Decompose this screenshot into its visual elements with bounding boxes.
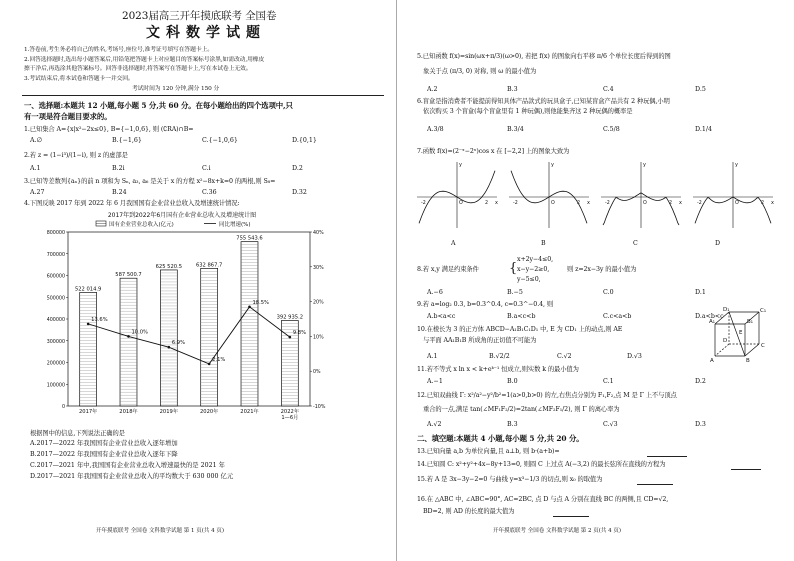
growth-label: 9.8% — [292, 330, 307, 337]
note-3: 3.考试结束后,将本试卷和答题卡一并交回。 — [24, 76, 134, 82]
graph-origin: O — [459, 201, 463, 206]
q8-brace: { — [509, 261, 518, 276]
q10-option-a: A.1 — [427, 353, 438, 360]
revenue-bar — [241, 242, 258, 406]
q4-option-a: A.2017—2022 年我国国有企业营业总收入逐年增加 — [30, 440, 178, 447]
q9-option-c: C.c<a<b — [603, 313, 632, 320]
q10-option-b: B.√2/2 — [489, 353, 510, 360]
q12-option-c: C.√3 — [603, 421, 618, 428]
note-2: 2.回答选择题时,选出每小题答案后,用铅笔把答题卡上对应题目的答案标号涂黑,如需改动,用橡皮 — [24, 57, 265, 63]
exam-page-2 — [397, 0, 794, 561]
note-1: 1.答卷前,考生务必将自己的姓名,考场号,座位号,准考证号填写在答题卡上。 — [24, 47, 213, 53]
q13-blank — [647, 456, 687, 457]
q8-option-b: B.−5 — [507, 289, 523, 296]
page-1-footer: 开年摸底联考 全国卷 文科数学试题 第 1 页(共 4 页) — [96, 528, 225, 534]
y2-tick-label: 10% — [313, 335, 324, 341]
q5-option-d: D.5 — [695, 86, 706, 93]
graph-x-label: x — [495, 200, 498, 206]
y-tick-label: 800000 — [46, 231, 65, 236]
q2-option-c: C.i — [202, 165, 211, 172]
y2-tick-label: 20% — [313, 300, 324, 306]
q8-option-d: D.1 — [695, 289, 706, 296]
graph-x-label: x — [771, 200, 774, 206]
q14-blank — [731, 469, 761, 470]
revenue-bar — [160, 270, 177, 406]
divider — [22, 95, 384, 96]
q7-option-a: A — [451, 240, 456, 247]
q8-constraint-3: y−5≤0, — [517, 276, 541, 283]
legend-bar-label: 国有企业营业总收入(亿元) — [109, 222, 174, 228]
growth-point — [87, 323, 90, 326]
graph-origin: O — [643, 201, 647, 206]
q3-stem: 3.已知等差数列{aₙ}的前 n 项和为 Sₙ, a₃, a₆ 是关于 x 的方程 x²−8x+k=0 的两根,则 S₈= — [24, 178, 276, 185]
growth-line — [88, 307, 290, 364]
q10-stem-1: 10.在棱长为 3 的正方体 ABCD−A₁B₁C₁D₁ 中, E 为 CD₁ 上的动点,则 AE — [417, 326, 623, 333]
q12-option-a: A.√2 — [427, 421, 442, 428]
q8-stem: 8.若 x,y 满足约束条件 — [417, 266, 479, 273]
q8-option-a: A.−6 — [427, 289, 443, 296]
chart-title: 2017年到2022年6月国有企业营业总收入及增速统计图 — [107, 212, 257, 219]
q15-blank — [637, 484, 673, 485]
q16-blank — [553, 516, 589, 517]
q11-option-b: B.0 — [507, 378, 518, 385]
y2-tick-label: 0% — [313, 370, 321, 376]
graph-tick-neg2: -2 — [421, 201, 426, 206]
q8-option-c: C.0 — [603, 289, 614, 296]
category-label: 2019年 — [159, 409, 179, 415]
growth-label: 18.5% — [252, 299, 269, 306]
q12-stem-2: 重合的一点,满足 tan(∠MF₁F₂/2)=2tan(∠MF₂F₁/2), 则 Γ 的离心率为 — [423, 406, 620, 413]
cube-figure — [709, 306, 769, 364]
exam-subject: 文科数学试题 — [146, 25, 266, 41]
exam-title: 2023届高三开年摸底联考 全国卷 — [122, 10, 277, 22]
q6-option-c: C.5/8 — [603, 126, 620, 133]
revenue-label: 632 867.7 — [195, 262, 223, 269]
growth-point — [208, 363, 211, 366]
note-2b: 擦干净后,再选涂其他答案标号。回答非选择题时,将答案写在答题卡上,写在本试卷上无效。 — [24, 66, 252, 72]
growth-point — [127, 335, 130, 338]
q7-option-b: B — [541, 240, 546, 247]
q2-stem: 2.若 z = (1−i³)/(1−i), 则 z 的虚部是 — [24, 152, 128, 159]
q4-stem: 4.下图反映 2017 年到 2022 年 6 月我国国有企业营业总收入及增速统计情况: — [24, 200, 240, 207]
graph-tick-2: 2 — [485, 201, 489, 206]
graph-tick-2: 2 — [669, 201, 673, 206]
q3-option-b: B.24 — [112, 189, 127, 196]
q6-option-a: A.3/8 — [427, 126, 444, 133]
q4-option-c: C.2017—2021 年中,我国国有企业营业总收入增速最快的是 2021 年 — [30, 462, 225, 469]
q4-option-b: B.2017—2022 年我国国有企业营业总收入逐年下降 — [30, 451, 178, 458]
q1-option-b: B.{−1,6} — [112, 137, 142, 144]
growth-label: 10.0% — [131, 329, 148, 336]
section-1-heading: 一、选择题:本题共 12 小题,每小题 5 分,共 60 分。在每小题给出的四个选项中,只 — [24, 101, 293, 110]
q6-stem-2: 依次购买 3 个盲盒(每个盲盒里有 1 种玩偶),则他能集齐这 2 种玩偶的概率是 — [423, 108, 633, 115]
q6-option-b: B.3/4 — [507, 126, 524, 133]
growth-label: 2.1% — [212, 356, 226, 363]
cube-label-a1: A₁ — [709, 319, 715, 325]
q7-graph-group — [417, 162, 774, 228]
q2-option-a: A.1 — [30, 165, 41, 172]
q12-option-b: B.3 — [507, 421, 518, 428]
q12-stem-1: 12.已知双曲线 Γ: x²/a²−y²/b²=1(a>0,b>0) 的左,右焦点分别为 F₁,F₂,点 M 是 Γ 上不与顶点 — [417, 392, 677, 399]
y-tick-label: 0 — [61, 405, 65, 410]
y-tick-label: 200000 — [46, 361, 65, 367]
q14-stem: 14.已知圆 C: x²+y²+4x−8y+13=0, 则圆 C 上过点 A(−3,2) 的最长弦所在直线的方程为 — [417, 461, 666, 468]
growth-point — [289, 336, 292, 339]
y-tick-label: 100000 — [46, 383, 65, 389]
q11-stem: 11.若不等式 x ln x < k+eᵏ⁻¹ 恒成立,则实数 k 的最小值为 — [417, 366, 579, 373]
revenue-label: 392 935.2 — [276, 314, 304, 321]
q11-option-a: A.−1 — [427, 378, 443, 385]
chart-bars — [80, 242, 299, 406]
revenue-label: 522 014.9 — [74, 286, 102, 293]
q1-option-c: C.{−1,0,6} — [202, 137, 238, 144]
y2-tick-label: -10% — [313, 405, 326, 410]
cube-label-e: E — [739, 330, 743, 336]
y-tick-label: 500000 — [46, 296, 65, 302]
q7-stem: 7.函数 f(x)=(2⁻ˣ−2ˣ)cos x 在 [−2,2] 上的图象大致为 — [417, 148, 570, 155]
q8-constraint-2: x−y−2≥0, — [517, 266, 550, 273]
q11-option-c: C.1 — [603, 378, 614, 385]
graph-tick-2: 2 — [761, 201, 765, 206]
cube-label-b: B — [746, 358, 750, 364]
graph-tick-neg2: -2 — [513, 201, 518, 206]
revenue-bar — [80, 292, 97, 406]
q4-option-d: D.2017—2021 年我国国有企业营业总收入的平均数大于 630 000 亿元 — [30, 473, 234, 480]
y-tick-label: 700000 — [46, 252, 65, 258]
q9-option-d: D.a<b<c — [695, 313, 724, 320]
category-label: 2021年 — [240, 409, 259, 415]
growth-label: 6.9% — [171, 340, 186, 347]
q8-constraint-1: x+2y−4≤0, — [517, 256, 554, 263]
q8-tail: 则 z=2x−3y 的最小值为 — [567, 266, 637, 273]
q7-option-d: D — [715, 240, 721, 247]
q9-option-a: A.b<a<c — [427, 313, 456, 320]
y-tick-label: 600000 — [46, 274, 65, 280]
section-2-heading: 二、填空题:本题共 4 小题,每小题 5 分,共 20 分。 — [417, 434, 584, 443]
graph-tick-neg2: -2 — [605, 201, 610, 206]
graph-tick-2: 2 — [577, 201, 581, 206]
cube-label-b1: B₁ — [747, 319, 753, 325]
graph-y-label: y — [643, 162, 646, 168]
cube-label-c: C — [761, 343, 765, 349]
graph-tick-neg2: -2 — [697, 201, 702, 206]
category-label: 2020年 — [199, 409, 219, 415]
y2-tick-label: 30% — [313, 265, 324, 271]
q9-option-b: B.a<c<b — [507, 313, 536, 320]
legend-line-label: 同比增速(%) — [219, 222, 251, 228]
revenue-label: 755 543.6 — [236, 235, 263, 242]
time-line: 考试时间为 120 分钟,满分 150 分 — [132, 86, 220, 92]
q9-stem: 9.若 a=log₂ 0.3, b=0.3^0.4, c=0.3^−0.4, 则 — [417, 301, 554, 308]
q1-option-d: D.{0,1} — [292, 137, 317, 144]
category-label: 2018年 — [119, 409, 138, 415]
q5-option-c: C.4 — [603, 86, 614, 93]
revenue-bar — [120, 278, 137, 406]
q3-option-a: A.27 — [30, 189, 45, 196]
graph-y-label: y — [551, 162, 554, 168]
category-label: 2022年 — [280, 409, 300, 415]
q1-stem: 1.已知集合 A={x|x²−2x≤0}, B={−1,0,6}, 则 (∁RA)∩B= — [24, 126, 194, 133]
q3-option-c: C.36 — [202, 189, 217, 196]
graph-y-label: y — [735, 162, 738, 168]
q3-option-d: D.32 — [292, 189, 307, 196]
page-2-footer: 开年摸底联考 全国卷 文科数学试题 第 2 页(共 4 页) — [493, 528, 622, 534]
cube-label-d: D — [723, 338, 728, 344]
q7-graphs — [411, 158, 781, 238]
q5-stem-1: 5.已知函数 f(x)=sin(ωx+π/3)(ω>0), 若把 f(x) 的图象向右平移 π/6 个单位长度后得到的图 — [417, 53, 671, 60]
chart-line — [87, 306, 291, 366]
q7-option-c: C — [633, 240, 638, 247]
revenue-growth-chart — [34, 208, 344, 426]
graph-x-label: x — [679, 200, 682, 206]
cube-label-a: A — [710, 358, 714, 364]
q10-option-d: D.√3 — [627, 353, 642, 360]
chart-labels — [75, 236, 306, 421]
y-tick-label: 400000 — [46, 318, 65, 323]
cube-label-d1: D₁ — [723, 307, 730, 313]
q2-option-b: B.2i — [112, 165, 125, 172]
q15-stem: 15.若 A 是 3x−3y−2=0 与曲线 y=x³−1/3 的切点,则 x₀ 的取值为 — [417, 476, 603, 483]
section-1-heading-2: 有一项是符合题目要求的。 — [24, 112, 112, 121]
graph-origin: O — [735, 201, 739, 206]
q16-stem-1: 16.在 △ABC 中, ∠ABC=90°, AC=2BC, 点 D 与点 A 分别在直线 BC 的两侧,且 CD=√2, — [417, 496, 669, 503]
q10-option-c: C.√2 — [557, 353, 572, 360]
q10-stem-2: 与平面 AA₁B₁B 所成角的正切值不可能为 — [423, 337, 537, 344]
q1-option-a: A.∅ — [30, 137, 43, 144]
q5-option-a: A.2 — [427, 86, 438, 93]
q5-stem-2: 象关于点 (π/3, 0) 对称, 则 ω 的最小值为 — [423, 68, 537, 75]
growth-point — [248, 306, 251, 309]
graph-origin: O — [551, 201, 555, 206]
q16-stem-2: BD=2, 则 AD 的长度的最大值为 — [423, 508, 515, 515]
category-label: 2017年 — [78, 409, 98, 415]
revenue-label: 587 500.7 — [115, 272, 142, 279]
q4-after: 根据图中的信息,下列说法正确的是 — [30, 430, 125, 437]
q2-option-d: D.2 — [292, 165, 303, 172]
y-tick-label: 300000 — [46, 339, 65, 345]
q6-option-d: D.1/4 — [695, 126, 712, 133]
q11-option-d: D.2 — [695, 378, 706, 385]
growth-label: 13.6% — [91, 316, 108, 323]
graph-x-label: x — [587, 200, 590, 206]
q5-option-b: B.3 — [507, 86, 518, 93]
graph-y-label: y — [459, 162, 462, 168]
cube-label-c1: C₁ — [760, 308, 767, 314]
category-label: 1—6月 — [281, 415, 299, 421]
q12-option-d: D.3 — [695, 421, 706, 428]
q6-stem-1: 6.盲盒是指消费者不能提前得知具体产品款式的玩具盒子,已知某盲盒产品共有 2 种玩偶,小明 — [417, 98, 670, 105]
y2-tick-label: 40% — [313, 231, 324, 236]
growth-point — [168, 346, 171, 349]
q13-stem: 13.已知向量 a,b 为单位向量,且 a⊥b, 则 b·(a+b)= — [417, 448, 560, 455]
revenue-label: 625 520.5 — [155, 263, 183, 270]
